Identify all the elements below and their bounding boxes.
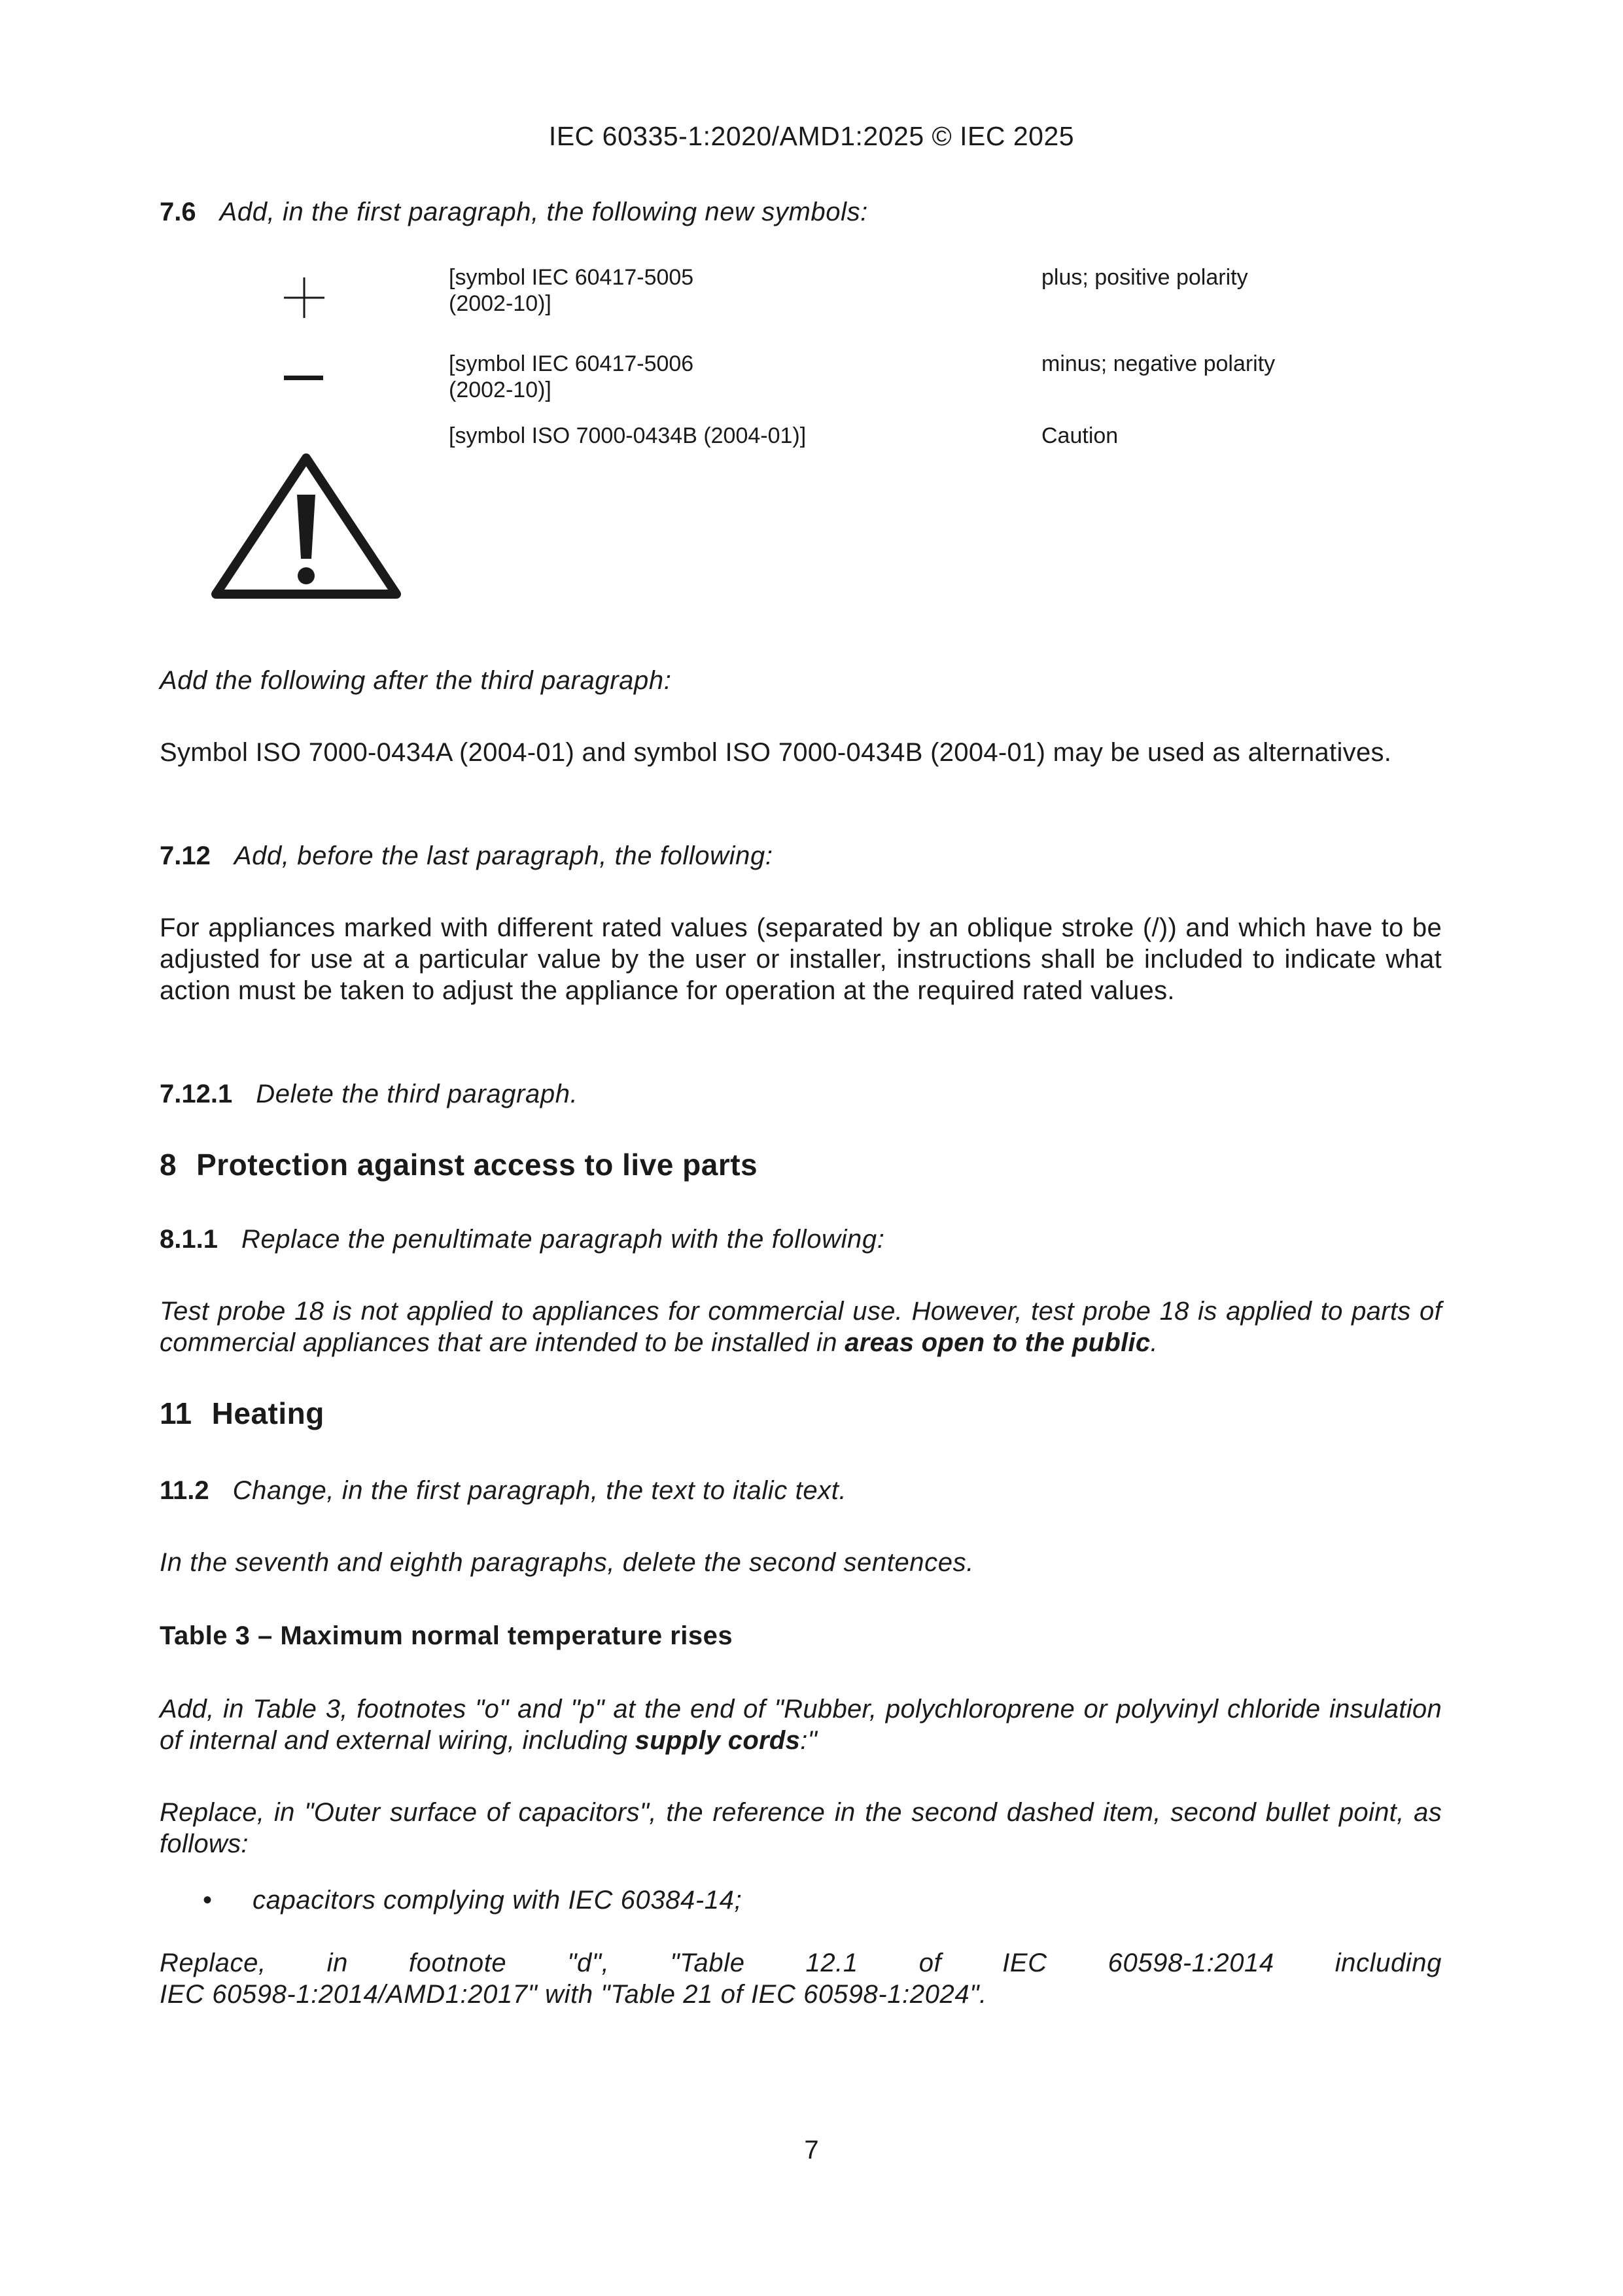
instruction-paragraph	[160, 1947, 1442, 2010]
body-paragraph: For appliances marked with different rated values (separated by an oblique stroke (/)) and which have to be adjusted for use at a particular value by the user or installer, instructions shall be included to indicate what action must be taken to adjust the appliance for operation at the required rated values.	[160, 913, 1442, 1005]
instruction-text: :"	[800, 1726, 818, 1755]
symbol-reference-line: (2002-10)]	[449, 291, 551, 316]
section-number: 8	[160, 1148, 177, 1182]
symbol-reference	[449, 423, 1038, 449]
defined-term: areas open to the public	[845, 1328, 1151, 1357]
section-heading	[160, 1398, 1442, 1429]
instruction-line: IEC 60598-1:2014/AMD1:2017" with "Table 21 of IEC 60598-1:2024".	[160, 1980, 987, 2009]
clause-instruction: Change, in the first paragraph, the text to italic text.	[232, 1476, 847, 1505]
instruction-text: Add, in Table 3, footnotes "o" and "p" at the end of "Rubber, polychloroprene or polyvinyl chloride insulation of internal and external wiring, including	[160, 1695, 1442, 1755]
symbol-reference-line: [symbol ISO 7000-0434B (2004-01)]	[449, 423, 807, 448]
symbol-description: plus; positive polarity	[1041, 265, 1248, 290]
section-number: 11	[160, 1396, 192, 1430]
clause-7-12-1	[160, 1078, 1442, 1110]
bullet-icon: •	[203, 1886, 213, 1915]
body-paragraph	[160, 1296, 1442, 1358]
clause-number: 11.2	[160, 1476, 209, 1505]
symbol-description: minus; negative polarity	[1041, 351, 1276, 376]
clause-7-12	[160, 840, 1442, 872]
symbol-reference-line: (2002-10)]	[449, 378, 551, 402]
clause-7-6	[160, 196, 1442, 228]
clause-instruction: Delete the third paragraph.	[256, 1080, 578, 1108]
plus-icon	[281, 275, 327, 321]
symbol-reference-line: [symbol IEC 60417-5006	[449, 351, 694, 376]
clause-instruction: Add, before the last paragraph, the following:	[234, 841, 773, 870]
symbol-reference-line: [symbol IEC 60417-5005	[449, 265, 694, 290]
instruction-paragraph: In the seventh and eighth paragraphs, delete the second sentences.	[160, 1548, 974, 1577]
symbol-reference	[449, 264, 815, 317]
clause-8-1-1	[160, 1224, 1442, 1255]
clause-11-2	[160, 1475, 1442, 1506]
section-title: Protection against access to live parts	[196, 1148, 758, 1182]
symbol-description: Caution	[1041, 423, 1119, 448]
instruction-paragraph: Replace, in "Outer surface of capacitors", the reference in the second dashed item, second bullet point, as follows:	[160, 1798, 1442, 1858]
section-heading	[160, 1149, 1442, 1180]
instruction-paragraph	[160, 1693, 1442, 1756]
instruction-paragraph: Add the following after the third paragraph:	[160, 666, 672, 695]
page-header: IEC 60335-1:2020/AMD1:2025 © IEC 2025	[548, 121, 1075, 151]
clause-instruction: Add, in the first paragraph, the following new symbols:	[219, 198, 868, 226]
body-paragraph: Symbol ISO 7000-0434A (2004-01) and symbol ISO 7000-0434B (2004-01) may be used as alternatives.	[160, 738, 1392, 767]
minus-icon	[281, 368, 327, 387]
page-number: 7	[804, 2136, 819, 2164]
body-text: .	[1150, 1328, 1158, 1357]
bullet-text: capacitors complying with IEC 60384-14;	[253, 1886, 742, 1915]
clause-number: 7.6	[160, 198, 196, 226]
clause-instruction: Replace the penultimate paragraph with the following:	[241, 1225, 885, 1254]
body-text: Test probe 18 is not applied to appliances for commercial use. However, test probe 18 is applied to parts of commercial appliances that are intended to be installed in	[160, 1297, 1442, 1357]
clause-number: 7.12.1	[160, 1080, 233, 1108]
defined-term: supply cords	[635, 1726, 801, 1755]
symbol-reference	[449, 351, 815, 403]
instruction-line: Replace, in footnote "d", "Table 12.1 of IEC 60598-1:2014 including	[160, 1949, 1442, 1977]
section-title: Heating	[211, 1396, 324, 1430]
clause-number: 8.1.1	[160, 1225, 218, 1254]
caution-triangle-icon	[208, 449, 404, 603]
clause-number: 7.12	[160, 841, 211, 870]
table-title: Table 3 – Maximum normal temperature rises	[160, 1621, 733, 1650]
